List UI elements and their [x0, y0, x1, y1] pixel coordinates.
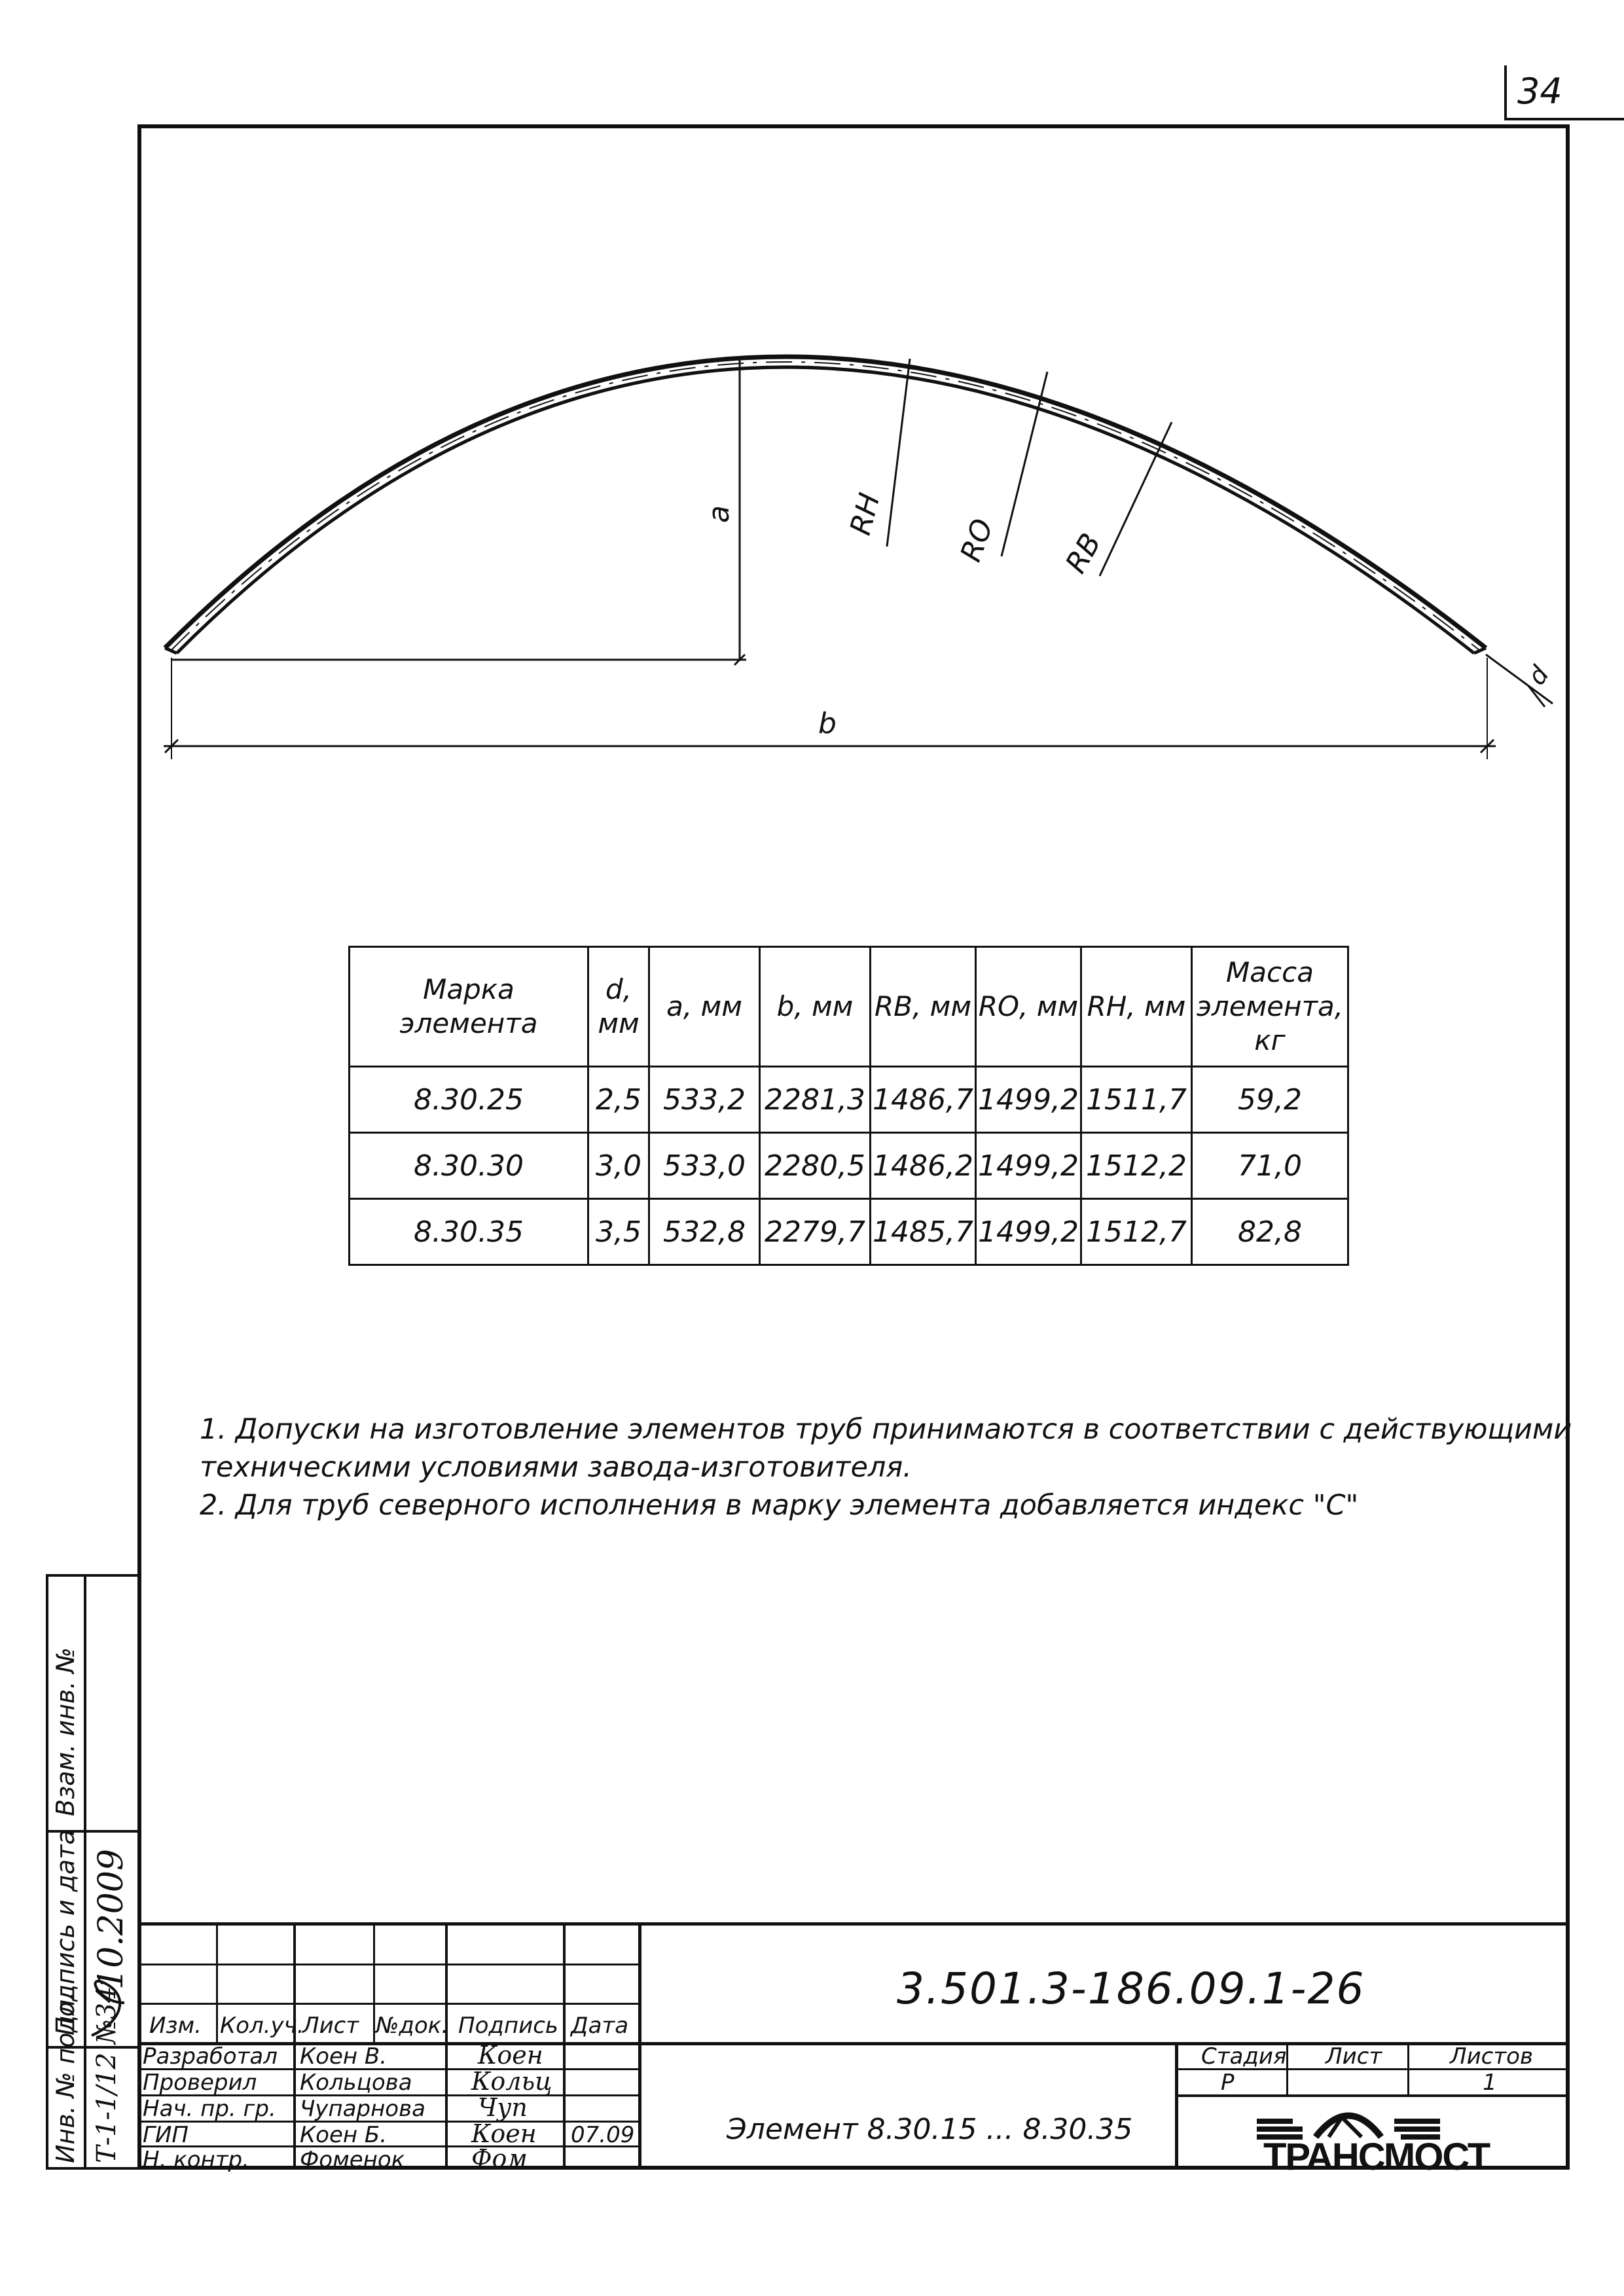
rn-leader	[887, 359, 910, 547]
sheets-header: Листов	[1450, 2043, 1534, 2070]
role-5: Н. контр.	[143, 2147, 249, 2173]
cell: 8.30.35	[350, 1199, 588, 1265]
arch-element-drawing	[0, 0, 1624, 818]
label-d: d	[1522, 660, 1555, 691]
col-header-podpis: Подпись	[458, 2013, 558, 2039]
cell: 1512,2	[1081, 1133, 1192, 1199]
side-signature	[0, 0, 144, 2173]
arch-inner-line	[177, 367, 1474, 653]
cell: 59,2	[1192, 1067, 1348, 1133]
col-header-kolvo: Кол.уч.	[220, 2013, 304, 2039]
cell: 2,5	[588, 1067, 649, 1133]
cell: 1499,2	[976, 1067, 1081, 1133]
inv-label: Инв. № подл.	[51, 1991, 80, 2163]
signature-3: Чуп	[478, 2093, 528, 2122]
cell: 2281,3	[760, 1067, 871, 1133]
label-ro: RО	[954, 514, 1000, 566]
cell: 82,8	[1192, 1199, 1348, 1265]
cell: 1512,7	[1081, 1199, 1192, 1265]
role-3: Нач. пр. гр.	[143, 2096, 276, 2122]
podpis-label: Подпись и дата	[51, 1829, 80, 2036]
date-4: 07.09	[571, 2122, 635, 2148]
cell: 2280,5	[760, 1133, 871, 1199]
element-spec-table	[348, 946, 1349, 1266]
col-header-list: Лист	[302, 2013, 359, 2039]
name-1: Коен В.	[300, 2043, 388, 2070]
name-4: Коен Б.	[300, 2122, 388, 2148]
header-rn: RН, мм	[1081, 947, 1192, 1067]
header-d: d, мм	[588, 947, 649, 1067]
role-1: Разработал	[143, 2043, 278, 2070]
cell: 1486,7	[871, 1067, 976, 1133]
table-row	[350, 1133, 1348, 1199]
sheets-value: 1	[1483, 2070, 1497, 2096]
signature-4: Коен	[471, 2119, 537, 2148]
cell: 1499,2	[976, 1133, 1081, 1199]
cell: 3,5	[588, 1199, 649, 1265]
header-a: a, мм	[649, 947, 760, 1067]
label-b: b	[818, 707, 837, 740]
col-header-ndok: №док.	[376, 2013, 449, 2039]
cell: 533,2	[649, 1067, 760, 1133]
role-2: Проверил	[143, 2070, 257, 2096]
document-code: 3.501.3-186.09.1-26	[897, 1964, 1365, 2014]
company-name: ТРАНСМОСТ	[1263, 2136, 1490, 2178]
cell: 71,0	[1192, 1133, 1348, 1199]
header-rv: RВ, мм	[871, 947, 976, 1067]
cell: 8.30.25	[350, 1067, 588, 1133]
name-2: Кольцова	[300, 2070, 412, 2096]
cell: 1486,2	[871, 1133, 976, 1199]
sheet-header: Лист	[1326, 2043, 1382, 2070]
name-5: Фоменок	[300, 2147, 405, 2173]
inv-handwritten: Т-1-1/12 №34	[92, 1986, 122, 2163]
header-mass: Масса элемента, кг	[1192, 947, 1348, 1067]
table-row	[350, 1067, 1348, 1133]
cell: 1511,7	[1081, 1067, 1192, 1133]
signature-1: Коен	[478, 2041, 543, 2070]
note-line: техническими условиями завода-изготовителя.	[200, 1451, 912, 1484]
date-handwritten: 10.2009	[92, 1848, 131, 1990]
label-a: a	[702, 505, 736, 523]
cell: 1485,7	[871, 1199, 976, 1265]
header-b: b, мм	[760, 947, 871, 1067]
stage-header: Стадия	[1201, 2043, 1287, 2070]
table-header-row	[350, 947, 1348, 1067]
cell: 3,0	[588, 1133, 649, 1199]
cell: 8.30.30	[350, 1133, 588, 1199]
note-line: 2. Для труб северного исполнения в марку элемента добавляется индекс "С"	[200, 1489, 1359, 1522]
col-header-data: Дата	[571, 2013, 629, 2039]
signature-2: Кольц	[471, 2067, 552, 2096]
role-4: ГИП	[143, 2122, 189, 2148]
header-mark: Марка элемента	[350, 947, 588, 1067]
notes-block	[200, 1410, 1572, 1524]
table-row	[350, 1199, 1348, 1265]
name-3: Чупарнова	[300, 2096, 425, 2122]
cell: 533,0	[649, 1133, 760, 1199]
stage-value: Р	[1221, 2070, 1235, 2096]
signature-5: Фом	[471, 2144, 528, 2173]
arch-outer-line	[165, 357, 1486, 648]
cell: 2279,7	[760, 1199, 871, 1265]
label-rv: RВ	[1059, 528, 1108, 579]
cell: 532,8	[649, 1199, 760, 1265]
col-header-izm: Изм.	[149, 2013, 202, 2039]
cell: 1499,2	[976, 1199, 1081, 1265]
label-rn: RН	[843, 490, 887, 539]
vzam-label: Взам. инв. №	[51, 1647, 80, 1816]
header-ro: RО, мм	[976, 947, 1081, 1067]
note-line: 1. Допуски на изготовление элементов труб принимаются в соответствии с действующими	[200, 1413, 1572, 1446]
sheet-number: 34	[1517, 71, 1562, 112]
element-name: Элемент 8.30.15 ... 8.30.35	[727, 2113, 1133, 2146]
